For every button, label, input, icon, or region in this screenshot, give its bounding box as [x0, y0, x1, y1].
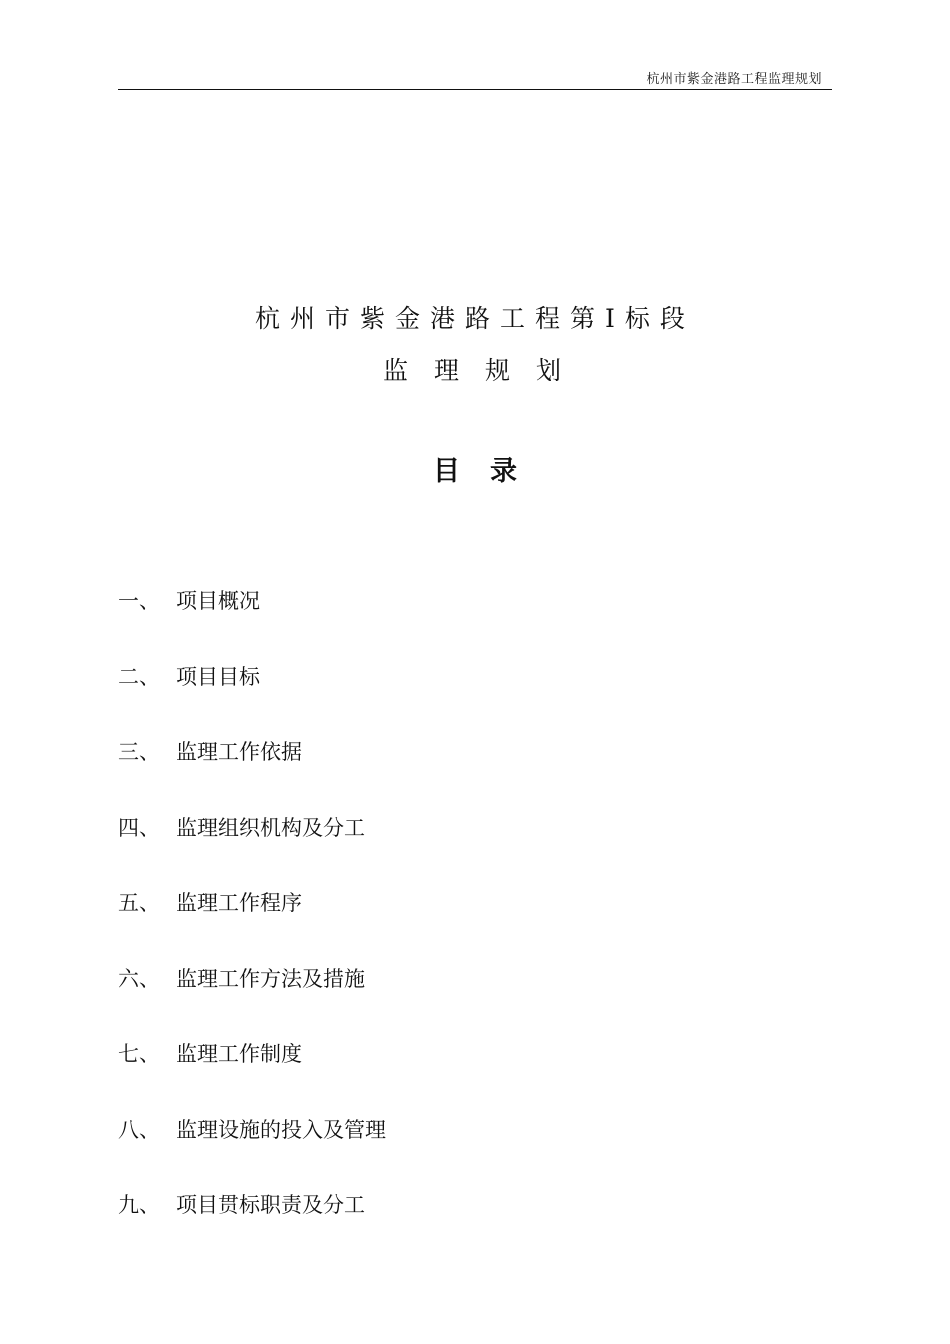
toc-item-label: 项目贯标职责及分工 — [176, 1193, 365, 1217]
toc-item[interactable] — [118, 1038, 386, 1114]
toc-item-label: 监理工作依据 — [176, 740, 302, 764]
document-subtitle: 监理规划 — [382, 356, 587, 385]
toc-item[interactable] — [118, 1189, 386, 1265]
toc-item-number: 五、 — [118, 891, 160, 915]
toc-item-number: 一、 — [118, 589, 160, 613]
page-header-text: 杭州市紫金港路工程监理规划 — [646, 72, 822, 87]
toc-item-label: 监理设施的投入及管理 — [176, 1117, 386, 1142]
toc-item-number: 二、 — [118, 664, 160, 689]
toc-item-label: 监理工作程序 — [176, 891, 302, 915]
toc-item-number: 三、 — [118, 740, 160, 764]
toc-item-number: 九、 — [118, 1193, 160, 1217]
toc-item-label: 监理工作方法及措施 — [176, 966, 365, 991]
toc-item-number: 七、 — [118, 1042, 160, 1066]
toc-item[interactable] — [118, 812, 386, 888]
toc-item[interactable] — [118, 661, 386, 737]
toc-item-number: 四、 — [118, 815, 160, 840]
toc-item[interactable] — [118, 1114, 386, 1190]
toc-item[interactable] — [118, 963, 386, 1039]
table-of-contents — [118, 585, 386, 1265]
toc-item[interactable] — [118, 736, 386, 812]
toc-item-number: 六、 — [118, 966, 160, 991]
toc-heading: 目录 — [433, 456, 547, 487]
toc-item[interactable] — [118, 887, 386, 963]
toc-item-label: 监理工作制度 — [176, 1042, 302, 1066]
toc-item-number: 八、 — [118, 1117, 160, 1142]
document-title: 杭州市紫金港路工程第Ⅰ标段 — [255, 304, 695, 333]
toc-item-label: 项目目标 — [176, 664, 260, 689]
toc-item-label: 项目概况 — [176, 589, 260, 613]
toc-item[interactable] — [118, 585, 386, 661]
header-divider — [118, 89, 832, 90]
toc-item-label: 监理组织机构及分工 — [176, 815, 365, 840]
